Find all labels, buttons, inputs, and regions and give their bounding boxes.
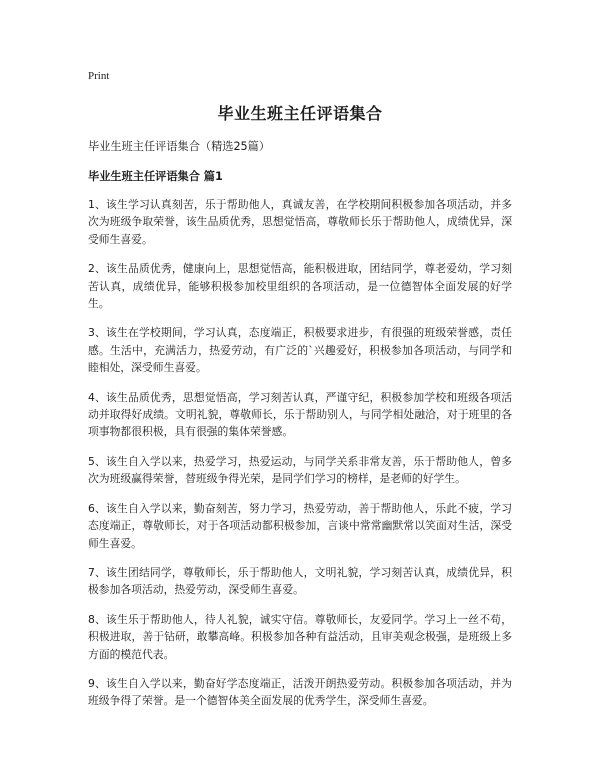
comment-paragraph-6: 6、该生自入学以来，勤奋刻苦，努力学习，热爱劳动，善于帮助他人，乐此不疲，学习态度端正，尊敬师长，对于各项活动都积极参加，言谈中常常幽默常以笑面对生活，深受师生喜爱。	[88, 501, 512, 550]
comment-paragraph-9: 9、该生自入学以来，勤奋好学态度端正，活泼开朗热爱劳动。积极参加各项活动，并为班级争得了荣誉。是一个德智体美全面发展的优秀学生，深受师生喜爱。	[88, 676, 512, 708]
comment-paragraph-1: 1、该生学习认真刻苦，乐于帮助他人，真诚友善，在学校期间积极参加各项活动，并多次为班级争取荣誉，该生品质优秀，思想觉悟高，尊敬师长乐于帮助他人，成绩优异，深受师生喜爱。	[88, 198, 512, 246]
comment-paragraph-4: 4、该生品质优秀，思想觉悟高，学习刻苦认真，严谨守纪，积极参加学校和班级各项活动并取得好成绩。文明礼貌，尊敬师长，乐于帮助别人，与同学相处融洽，对于班里的各项事物都很积极，具有很强的集体荣誉感。	[88, 390, 512, 439]
section-heading: 毕业生班主任评语集合 篇1	[88, 170, 223, 183]
comment-paragraph-2: 2、该生品质优秀，健康向上，思想觉悟高，能积极进取，团结同学，尊老爱幼，学习刻苦认真，成绩优异，能够积极参加校里组织的各项活动，是一位德智体全面发展的好学生。	[88, 262, 512, 311]
comment-paragraph-5: 5、该生自入学以来，热爱学习，热爱运动，与同学关系非常友善，乐于帮助他人，曾多次为班级赢得荣誉，替班级争得光荣，是同学们学习的榜样，是老师的好学生。	[88, 454, 512, 486]
comment-paragraph-7: 7、该生团结同学，尊敬师长，乐于帮助他人，文明礼貌，学习刻苦认真，成绩优异，积极参加各项活动，热爱劳动，深受师生喜爱。	[88, 565, 512, 597]
comment-paragraph-8: 8、该生乐于帮助他人，待人礼貌，诚实守信。尊敬师长，友爱同学。学习上一丝不苟，积极进取，善于钻研，敢攀高峰。积极参加各种有益活动，且审美观念极强，是班级上多方面的模范代表。	[88, 612, 512, 661]
page-title: 毕业生班主任评语集合	[217, 104, 383, 123]
comment-paragraph-3: 3、该生在学校期间，学习认真，态度端正，积极要求进步，有很强的班级荣誉感，责任感。生活中，充满活力，热爱劳动，有广泛的`兴趣爱好，积极参加各项活动，与同学和睦相处，深受师生喜爱。	[88, 326, 512, 375]
subtitle: 毕业生班主任评语集合（精选25篇）	[88, 140, 271, 153]
print-link[interactable]: Print	[88, 70, 110, 82]
